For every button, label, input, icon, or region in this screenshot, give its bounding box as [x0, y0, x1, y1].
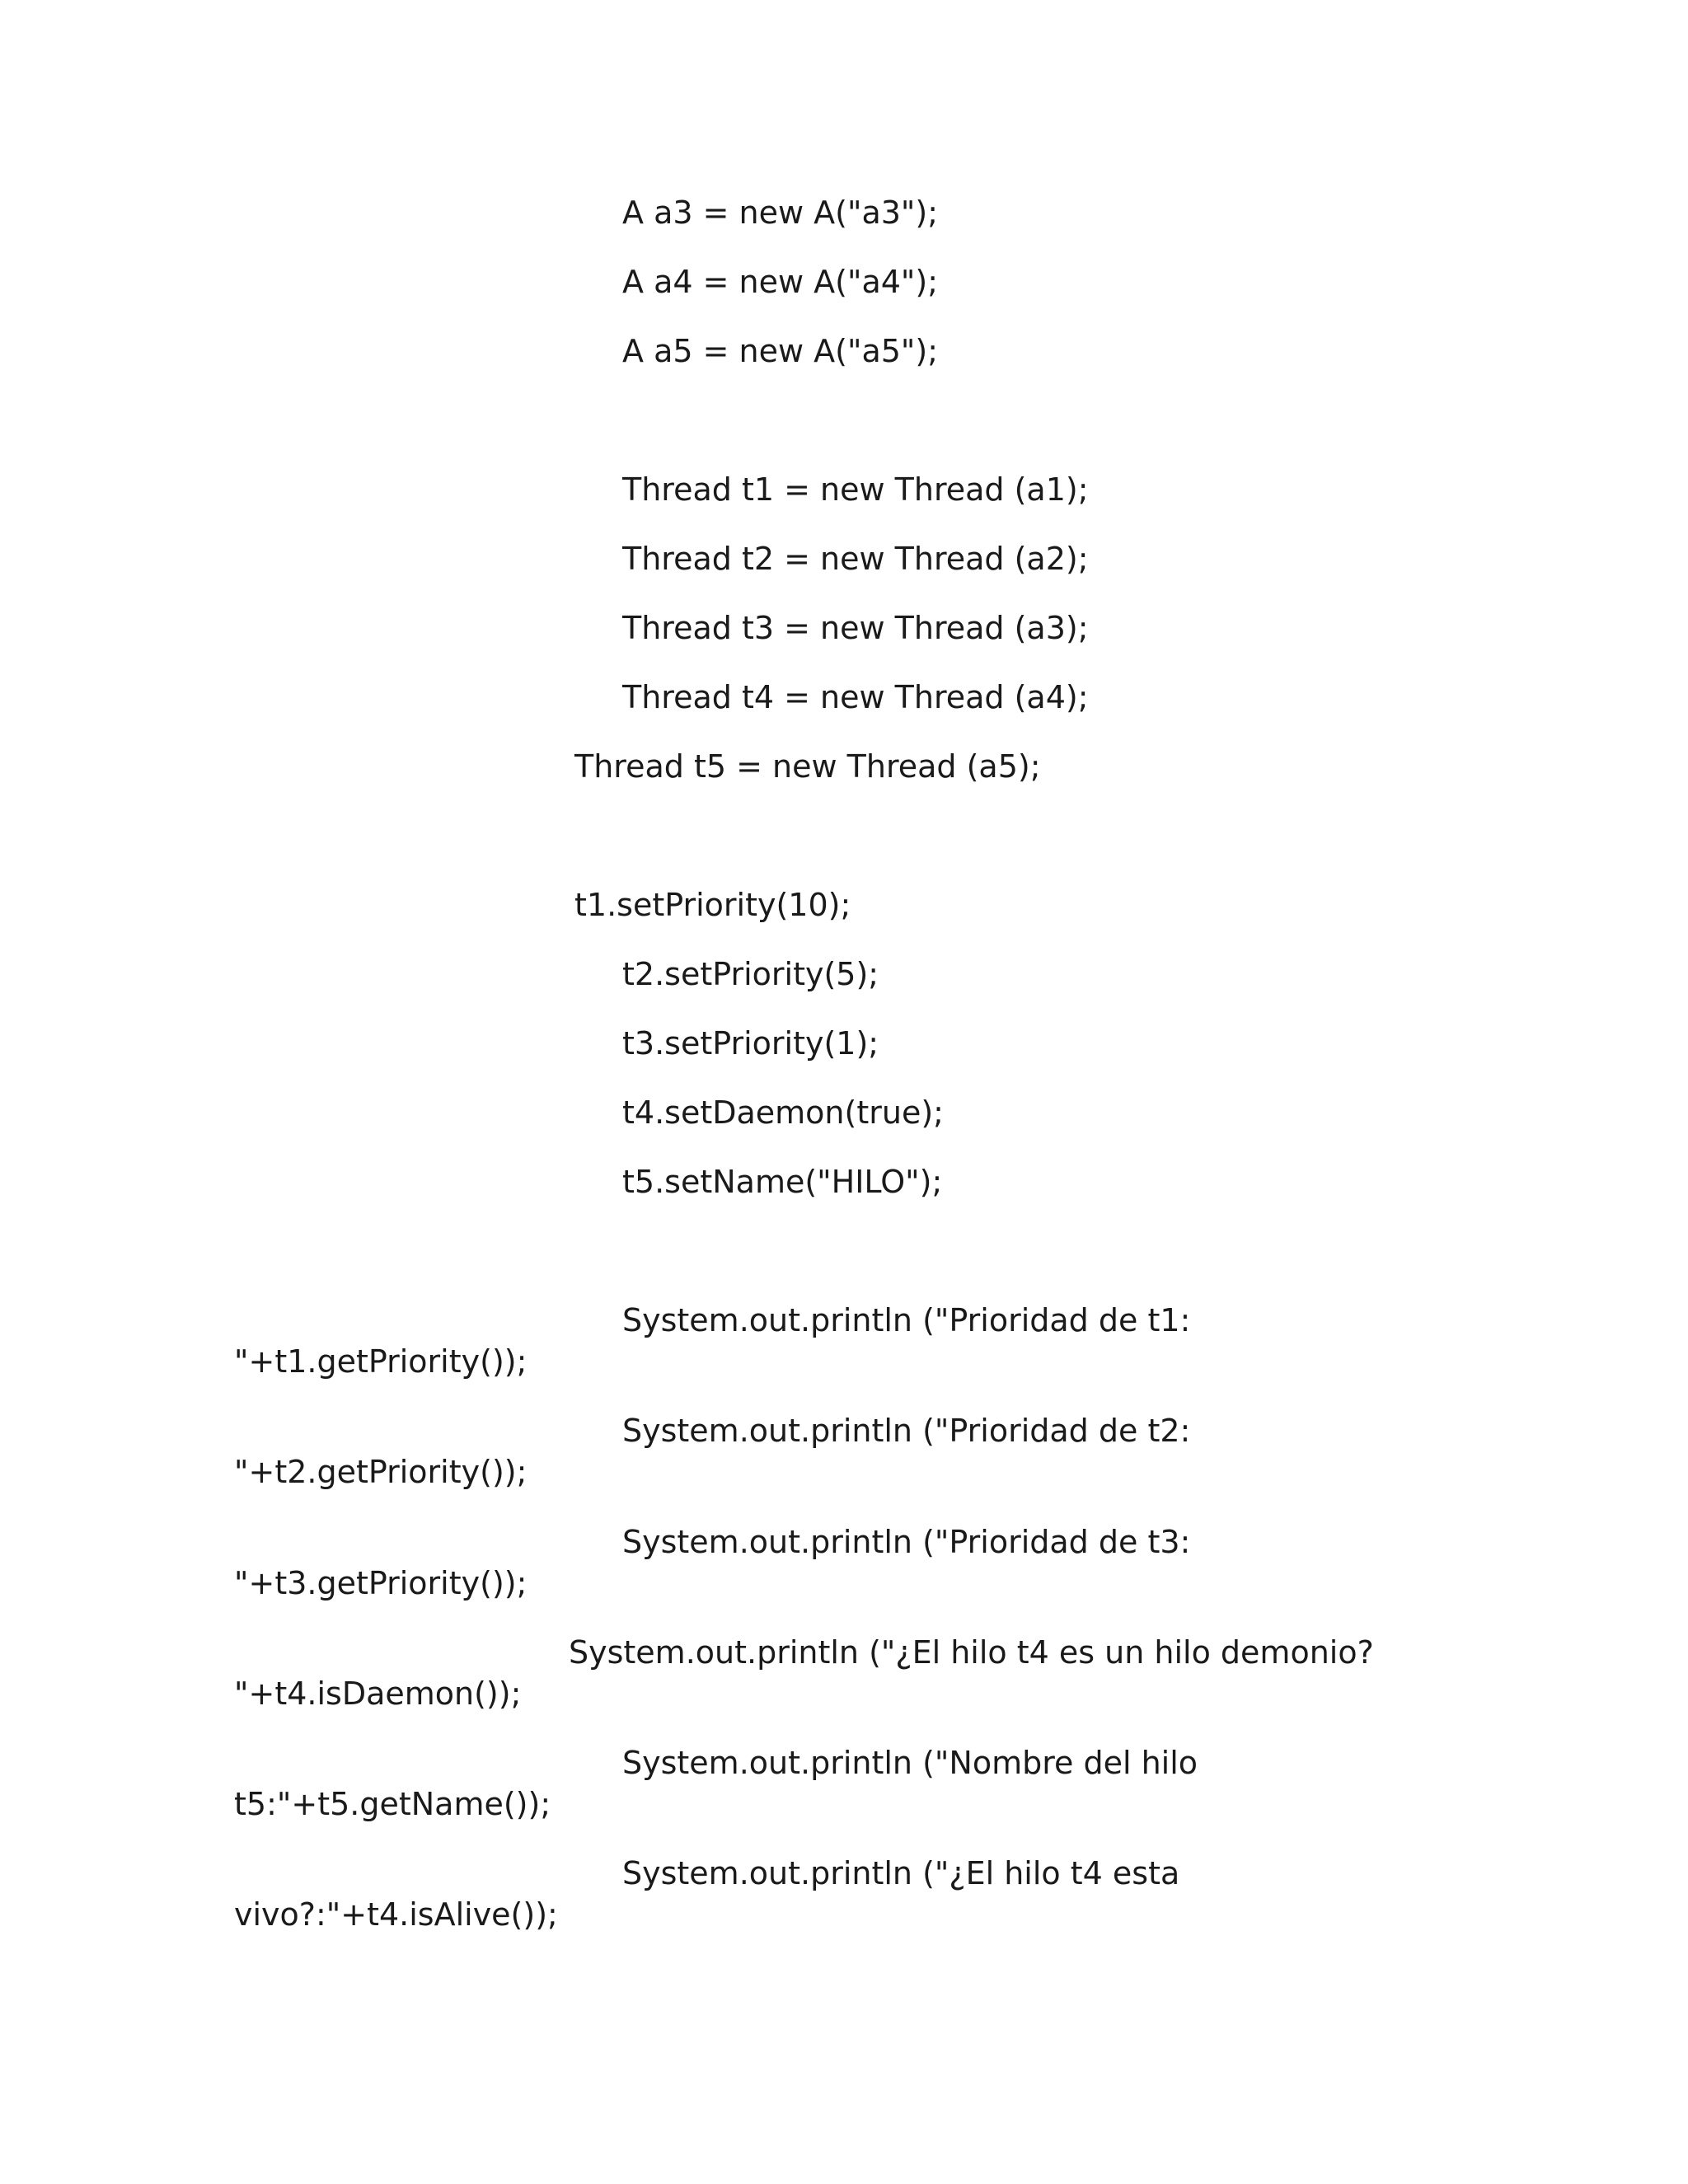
code-line-print-daemon-t4: System.out.println ("¿El hilo t4 es un hilo demonio?	[569, 1634, 1374, 1671]
code-line-print-name-t5: System.out.println ("Nombre del hilo	[622, 1745, 1198, 1781]
code-line-print-priority-t1: System.out.println ("Prioridad de t1:	[622, 1302, 1191, 1338]
code-line-print-daemon-t4-cont: "+t4.isDaemon());	[234, 1675, 522, 1712]
code-line-priority-t1: t1.setPriority(10);	[574, 887, 851, 923]
code-line-thread-t3: Thread t3 = new Thread (a3);	[622, 610, 1089, 646]
code-line-decl-a3: A a3 = new A("a3");	[622, 194, 939, 231]
code-line-decl-a4: A a4 = new A("a4");	[622, 264, 939, 300]
code-line-priority-t3: t3.setPriority(1);	[622, 1025, 879, 1062]
code-line-thread-t5: Thread t5 = new Thread (a5);	[574, 748, 1041, 785]
code-line-print-alive-t4: System.out.println ("¿El hilo t4 esta	[622, 1855, 1180, 1891]
code-line-thread-t4: Thread t4 = new Thread (a4);	[622, 679, 1089, 715]
code-line-print-priority-t2: System.out.println ("Prioridad de t2:	[622, 1413, 1191, 1449]
code-line-print-name-t5-cont: t5:"+t5.getName());	[234, 1786, 551, 1822]
code-line-name-t5: t5.setName("HILO");	[622, 1164, 943, 1200]
code-line-print-priority-t3-cont: "+t3.getPriority());	[234, 1565, 528, 1601]
code-line-print-priority-t2-cont: "+t2.getPriority());	[234, 1454, 528, 1490]
code-line-thread-t2: Thread t2 = new Thread (a2);	[622, 541, 1089, 577]
code-line-priority-t2: t2.setPriority(5);	[622, 956, 879, 992]
code-line-thread-t1: Thread t1 = new Thread (a1);	[622, 471, 1089, 508]
code-line-print-priority-t3: System.out.println ("Prioridad de t3:	[622, 1524, 1191, 1560]
code-line-daemon-t4: t4.setDaemon(true);	[622, 1094, 944, 1131]
code-line-print-alive-t4-cont: vivo?:"+t4.isAlive());	[234, 1896, 558, 1933]
code-line-print-priority-t1-cont: "+t1.getPriority());	[234, 1343, 528, 1380]
code-line-decl-a5: A a5 = new A("a5");	[622, 333, 939, 369]
